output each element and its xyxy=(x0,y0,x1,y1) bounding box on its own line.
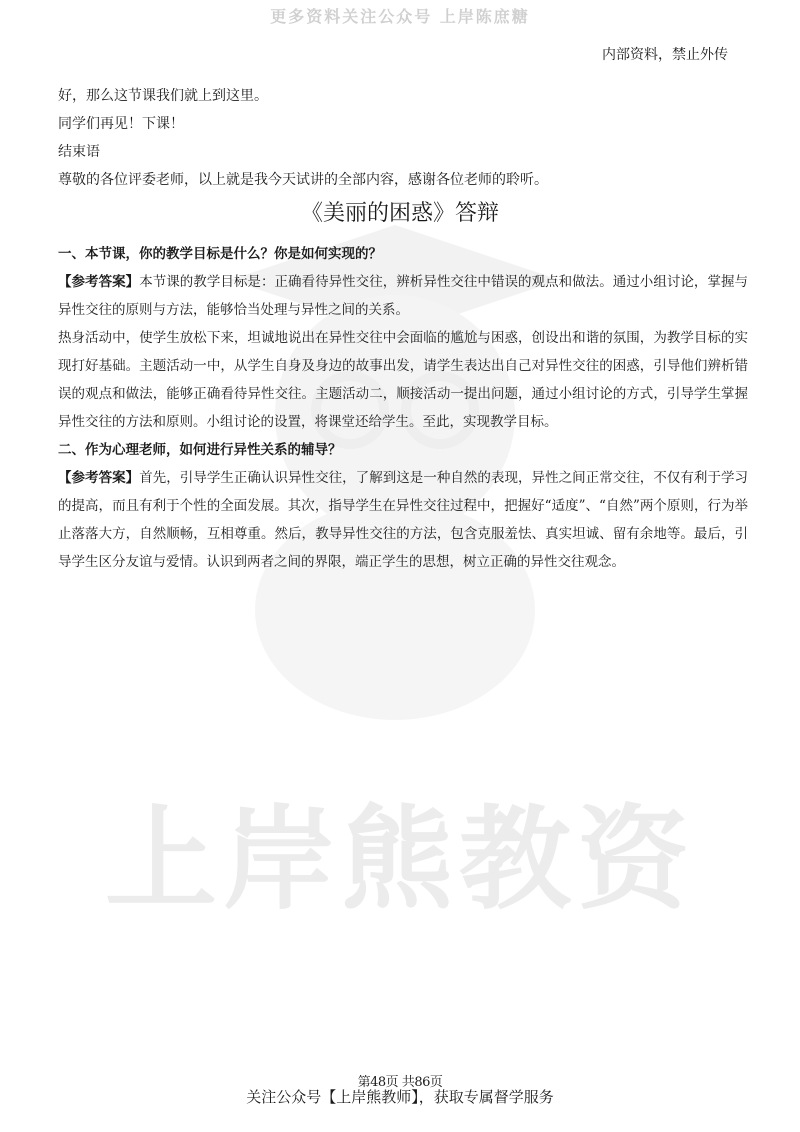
qa-section xyxy=(58,240,748,576)
intro-line: 结束语 xyxy=(58,144,100,160)
watermark-center-text: 上岸熊教资 xyxy=(105,795,695,925)
watermark-banner: 更多资料关注公众号 上岸陈庶糖 xyxy=(270,7,530,26)
intro-line: 好，那么这节课我们就上到这里。 xyxy=(58,88,268,104)
answer-text: 本节课的教学目标是：正确看待异性交往，辨析异性交往中错误的观点和做法。通过小组讨论，掌握与异性交往的原则与方法，能够恰当处理与异性之间的关系。 xyxy=(58,274,749,318)
intro-line: 同学们再见！下课！ xyxy=(58,116,184,132)
page-number: 第48页 共86页 xyxy=(357,1075,443,1090)
answer-text: 首先，引导学生正确认识异性交往，了解到这是一种自然的表现，异性之间正常交往，不仅有利于学习的提高，而且有利于个性的全面发展。其次，指导学生在异性交往过程中，把握好“适度”、“自然”两个原则，行为举止落落大方，自然顺畅，互相尊重。然后，教导异性交往的方法，包含克服羞怯、真实坦诚、留有余地等。最后，引导学生区分友谊与爱情。认识到两者之间的界限，端正学生的思想，树立正确的异性交往观念。 xyxy=(58,470,749,570)
document-title: 《美丽的困惑》答辩 xyxy=(300,201,499,226)
question-heading: 一、本节课，你的教学目标是什么？你是如何实现的？ xyxy=(58,246,382,262)
footer-promo: 关注公众号【上岸熊教师】，获取专属督学服务 xyxy=(246,1088,554,1106)
intro-line: 尊敬的各位评委老师，以上就是我今天试讲的全部内容，感谢各位老师的聆听。 xyxy=(58,172,548,188)
confidential-notice: 内部资料，禁止外传 xyxy=(602,47,728,63)
answer-tag: 【参考答案】 xyxy=(58,274,140,290)
answer-paragraph xyxy=(58,268,748,324)
intro-section xyxy=(58,82,748,194)
answer-paragraph: 热身活动中，使学生放松下来，坦诚地说出在异性交往中会面临的尴尬与困惑，创设出和谐的氛围，为教学目标的实现打好基础。主题活动一中，从学生自身及身边的故事出发，请学生表达出自己对异性交往的困惑，引导他们辨析错误的观点和做法，能够正确看待异性交往。主题活动二，顺接活动一提出问题，通过小组讨论的方式，引导学生掌握异性交往的方法和原则。小组讨论的设置，将课堂还给学生。至此，实现教学目标。 xyxy=(58,330,748,430)
answer-tag: 【参考答案】 xyxy=(58,470,140,486)
question-heading: 二、作为心理老师，如何进行异性关系的辅导？ xyxy=(58,442,342,458)
answer-paragraph xyxy=(58,464,748,576)
